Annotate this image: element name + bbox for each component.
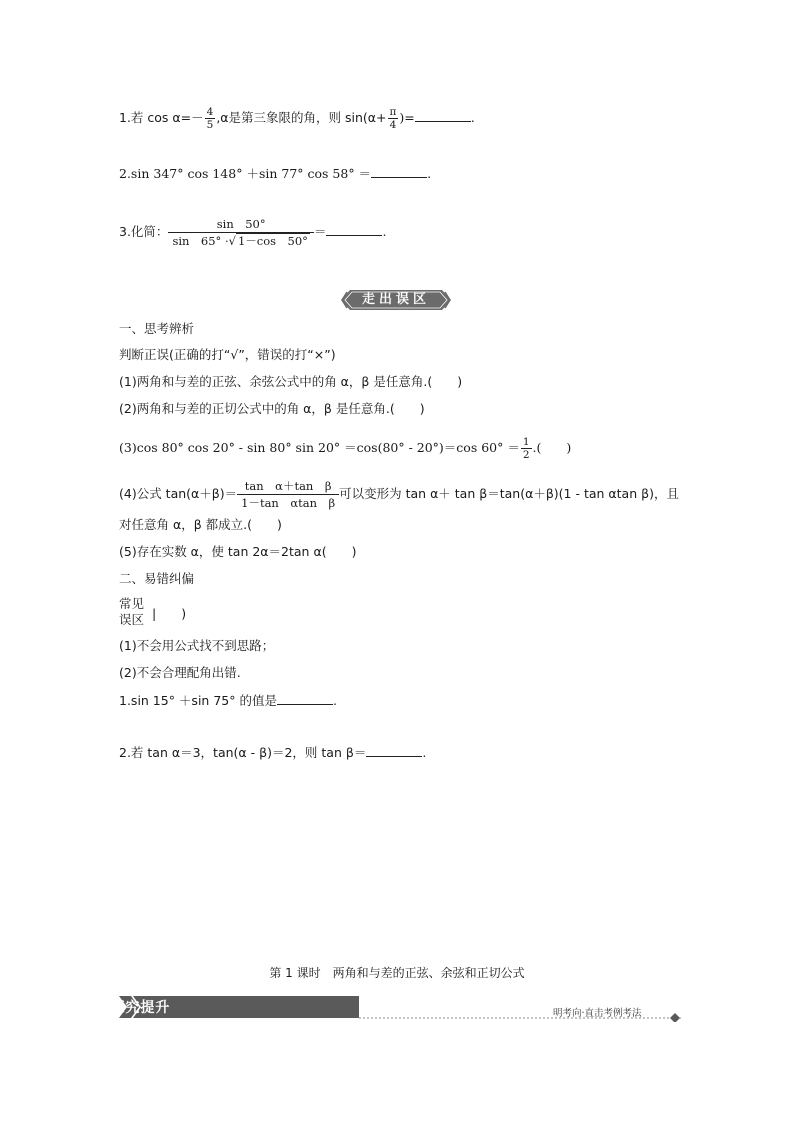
section-2-heading: 二、易错纠偏 xyxy=(119,571,195,586)
fraction-4-5: $\frac{4}{5}$ xyxy=(206,106,214,131)
mistake-item-1: (1)不会用公式找不到思路； xyxy=(119,638,275,653)
lesson-title: 第 1 课时 两角和与差的正弦、余弦和正切公式 xyxy=(269,966,525,980)
tan-sum-fraction: $\frac{\text{tan α＋tan β}}{\text{1－tan αtan β}}$ xyxy=(237,478,339,511)
judge-item-5: (5)存在实数 α，使 tan 2α＝2tan α( ) xyxy=(119,544,357,559)
square-root: √ 1－cos 50° xyxy=(228,234,308,248)
answer-blank[interactable] xyxy=(277,692,333,705)
common-mistakes-bracket: | ) xyxy=(152,606,187,621)
answer-blank[interactable] xyxy=(326,223,382,236)
footer-bar-label: 学科素养·探究提升 xyxy=(44,1000,171,1016)
exercise-2-1: 1.sin 15° ＋sin 75° 的值是 . xyxy=(119,693,337,708)
exercise-2: 2.sin 347° cos 148° ＋sin 77° cos 58° ＝ . xyxy=(119,166,432,181)
judge-item-4: (4)公式 tan(α＋β)＝ $\frac{\text{tan α＋tan β}}{\text{1－tan αtan β}}$ 可以变形为 tan α＋ tan β＝tan(α＋β)(1 ‐ tan αtan β)，且 xyxy=(119,479,679,510)
answer-blank[interactable] xyxy=(366,744,422,757)
exercise-1-mid: ,α是第三象限的角，则 sin(α+ xyxy=(216,110,387,125)
judge-item-3: (3)cos 80° cos 20° ‐ sin 80° sin 20° ＝cos(80° ‐ 20°)＝cos 60° ＝ $\frac{1}{2}$ .( ) xyxy=(119,436,572,461)
common-mistakes-label: 常见 xyxy=(119,596,145,611)
section-1-heading: 一、思考辨析 xyxy=(119,321,195,336)
common-mistakes-label-2: 误区 xyxy=(119,612,145,627)
mistake-item-2: (2)不会合理配角出错. xyxy=(119,665,241,680)
fraction-pi-4: $\frac{\pi}{4}$ xyxy=(389,106,397,131)
exercise-3: 3.化简： $\frac{\sin 50^\circ}{\sin 65^\circ \cdot√ 1-\cos 50^\circ}$ ＝ . xyxy=(119,217,387,248)
exercise-2-2: 2.若 tan α＝3，tan(α ‐ β)＝2，则 tan β＝ . xyxy=(119,745,427,760)
judge-item-4-line-2: 对任意角 α，β 都成立.( ) xyxy=(119,517,282,532)
fraction-1-2: $\frac{1}{2}$ xyxy=(522,436,530,461)
exercise-1: 1.若 cos α=－ $\frac{4}{5}$ ,α是第三象限的角，则 sin(α+ $\frac{\pi}{4}$ )= . xyxy=(119,106,475,131)
answer-blank[interactable] xyxy=(371,165,427,178)
judge-item-2: (2)两角和与差的正切公式中的角 α，β 是任意角.( ) xyxy=(119,401,425,416)
exercise-1-prefix: 1.若 cos α=－ xyxy=(119,110,204,125)
answer-blank[interactable] xyxy=(415,109,471,122)
banner-label: 走出误区 xyxy=(361,292,430,307)
section-1-instruction: 判断正误(正确的打“√”，错误的打“×”) xyxy=(119,347,336,362)
judge-item-1: (1)两角和与差的正弦、余弦公式中的角 α，β 是任意角.( ) xyxy=(119,374,463,389)
footer-right-text: 明考向·直击考例考法 xyxy=(553,1008,642,1019)
simplify-fraction: $\frac{\sin 50^\circ}{\sin 65^\circ \cdot√ 1-\cos 50^\circ}$ xyxy=(168,216,313,249)
